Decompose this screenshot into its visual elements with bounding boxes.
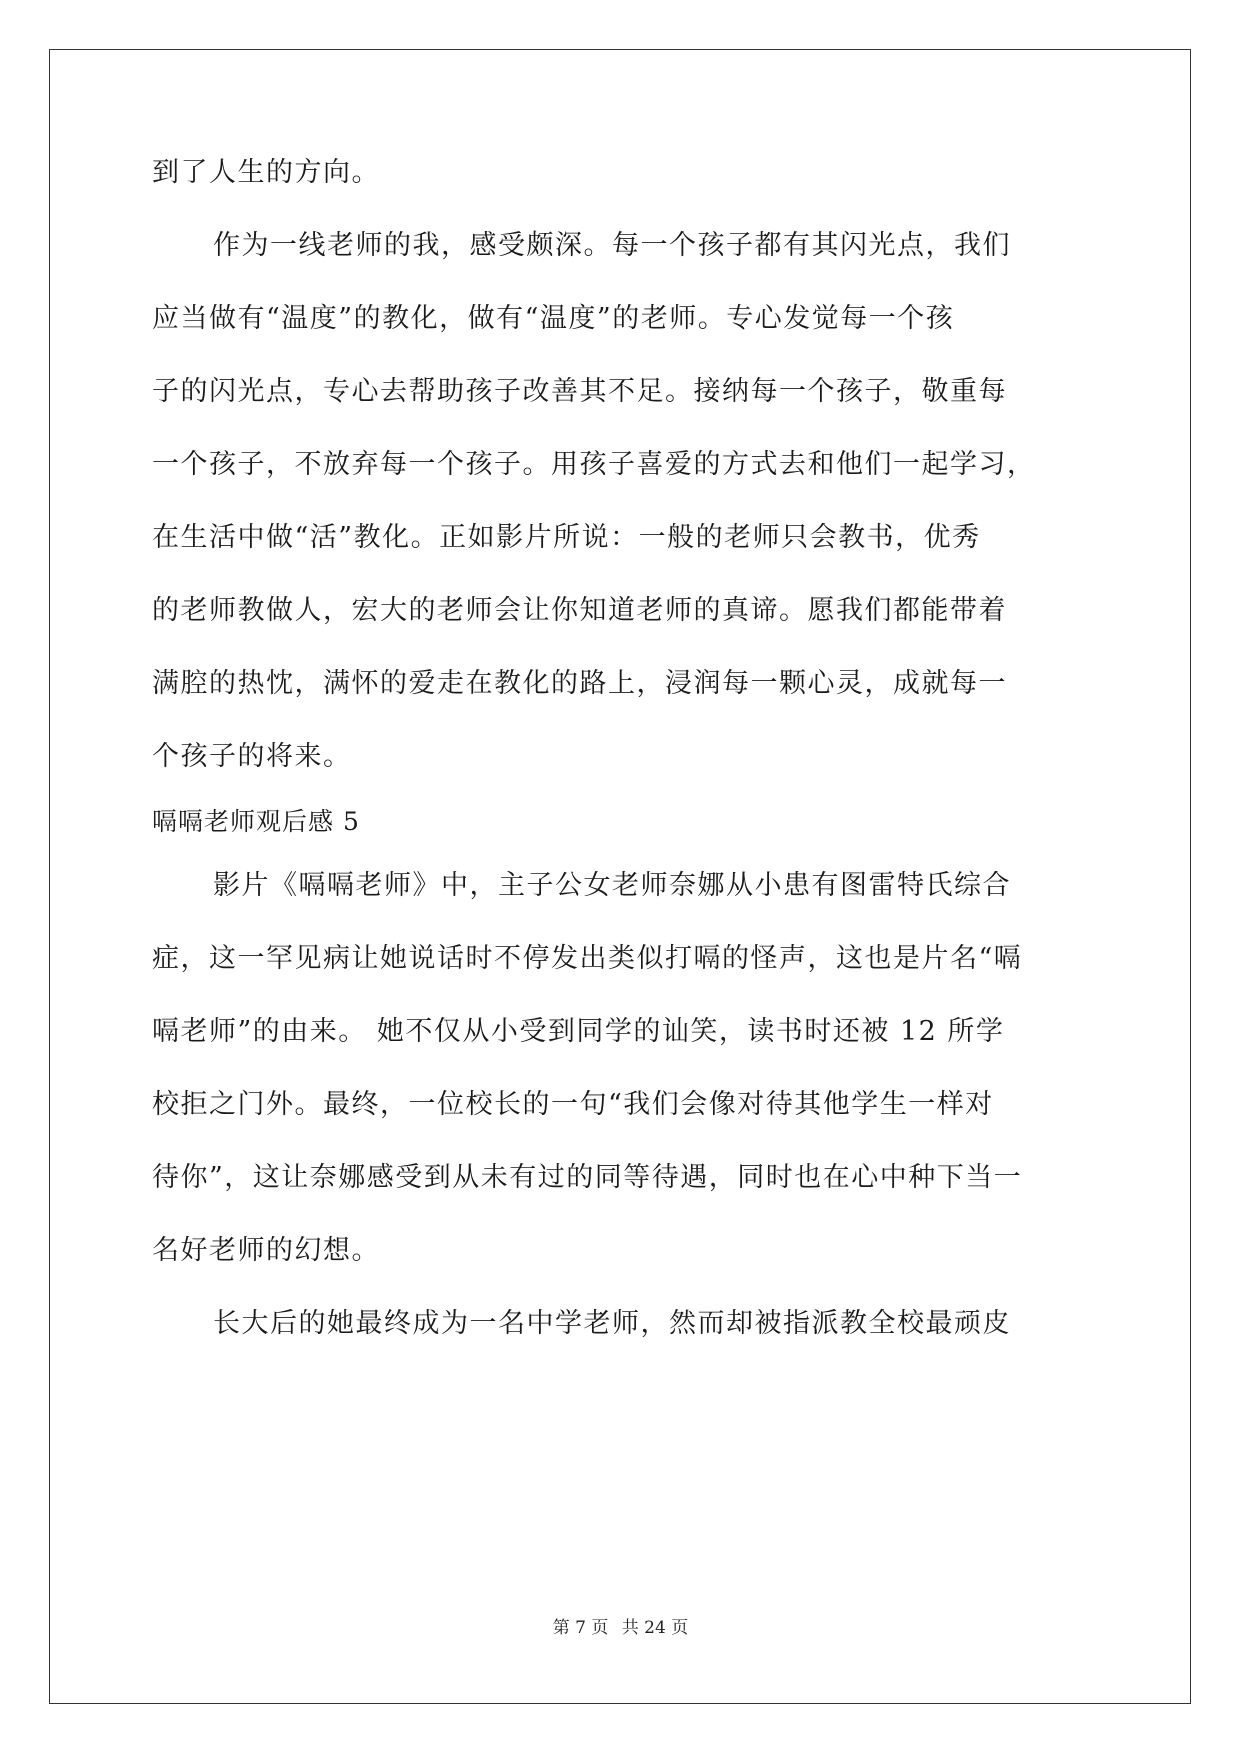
paragraph-line: 症，这一罕见病让她说话时不停发出类似打嗝的怪声，这也是片名“嗝 (152, 943, 1023, 974)
paragraph-line: 作为一线老师的我，感受颇深。每一个孩子都有其闪光点，我们 (213, 230, 1011, 261)
total-pages: 共 24 页 (621, 1618, 689, 1638)
paragraph-line: 到了人生的方向。 (152, 157, 380, 188)
paragraph-line: 嗝老师”的由来。 她不仅从小受到同学的讪笑，读书时还被 12 所学 (152, 1016, 1005, 1047)
paragraph-line: 应当做有“温度”的教化，做有“温度”的老师。专心发觉每一个孩 (152, 303, 955, 334)
page-footer (0, 1616, 1241, 1640)
paragraph-line: 长大后的她最终成为一名中学老师，然而却被指派教全校最顽皮 (213, 1308, 1011, 1339)
paragraph-line: 在生活中做“活”教化。正如影片所说：一般的老师只会教书，优秀 (152, 522, 981, 553)
paragraph-line: 待你”，这让奈娜感受到从未有过的同等待遇，同时也在心中种下当一 (152, 1162, 1023, 1193)
section-heading: 嗝嗝老师观后感 5 (152, 807, 360, 836)
paragraph-line: 的老师教做人，宏大的老师会让你知道老师的真谛。愿我们都能带着 (152, 595, 1007, 626)
paragraph-line: 个孩子的将来。 (152, 741, 352, 772)
current-page-number: 第 7 页 (552, 1618, 609, 1638)
paragraph-line: 子的闪光点，专心去帮助孩子改善其不足。接纳每一个孩子，敬重每 (152, 376, 1007, 407)
paragraph-line: 名好老师的幻想。 (152, 1235, 380, 1266)
paragraph-line: 影片《嗝嗝老师》中，主子公女老师奈娜从小患有图雷特氏综合 (213, 870, 1011, 901)
paragraph-line: 满腔的热忱，满怀的爱走在教化的路上，浸润每一颗心灵，成就每一 (152, 668, 1007, 699)
paragraph-line: 校拒之门外。最终，一位校长的一句“我们会像对待其他学生一样对 (152, 1089, 994, 1120)
paragraph-line: 一个孩子，不放弃每一个孩子。用孩子喜爱的方式去和他们一起学习， (152, 449, 1036, 480)
